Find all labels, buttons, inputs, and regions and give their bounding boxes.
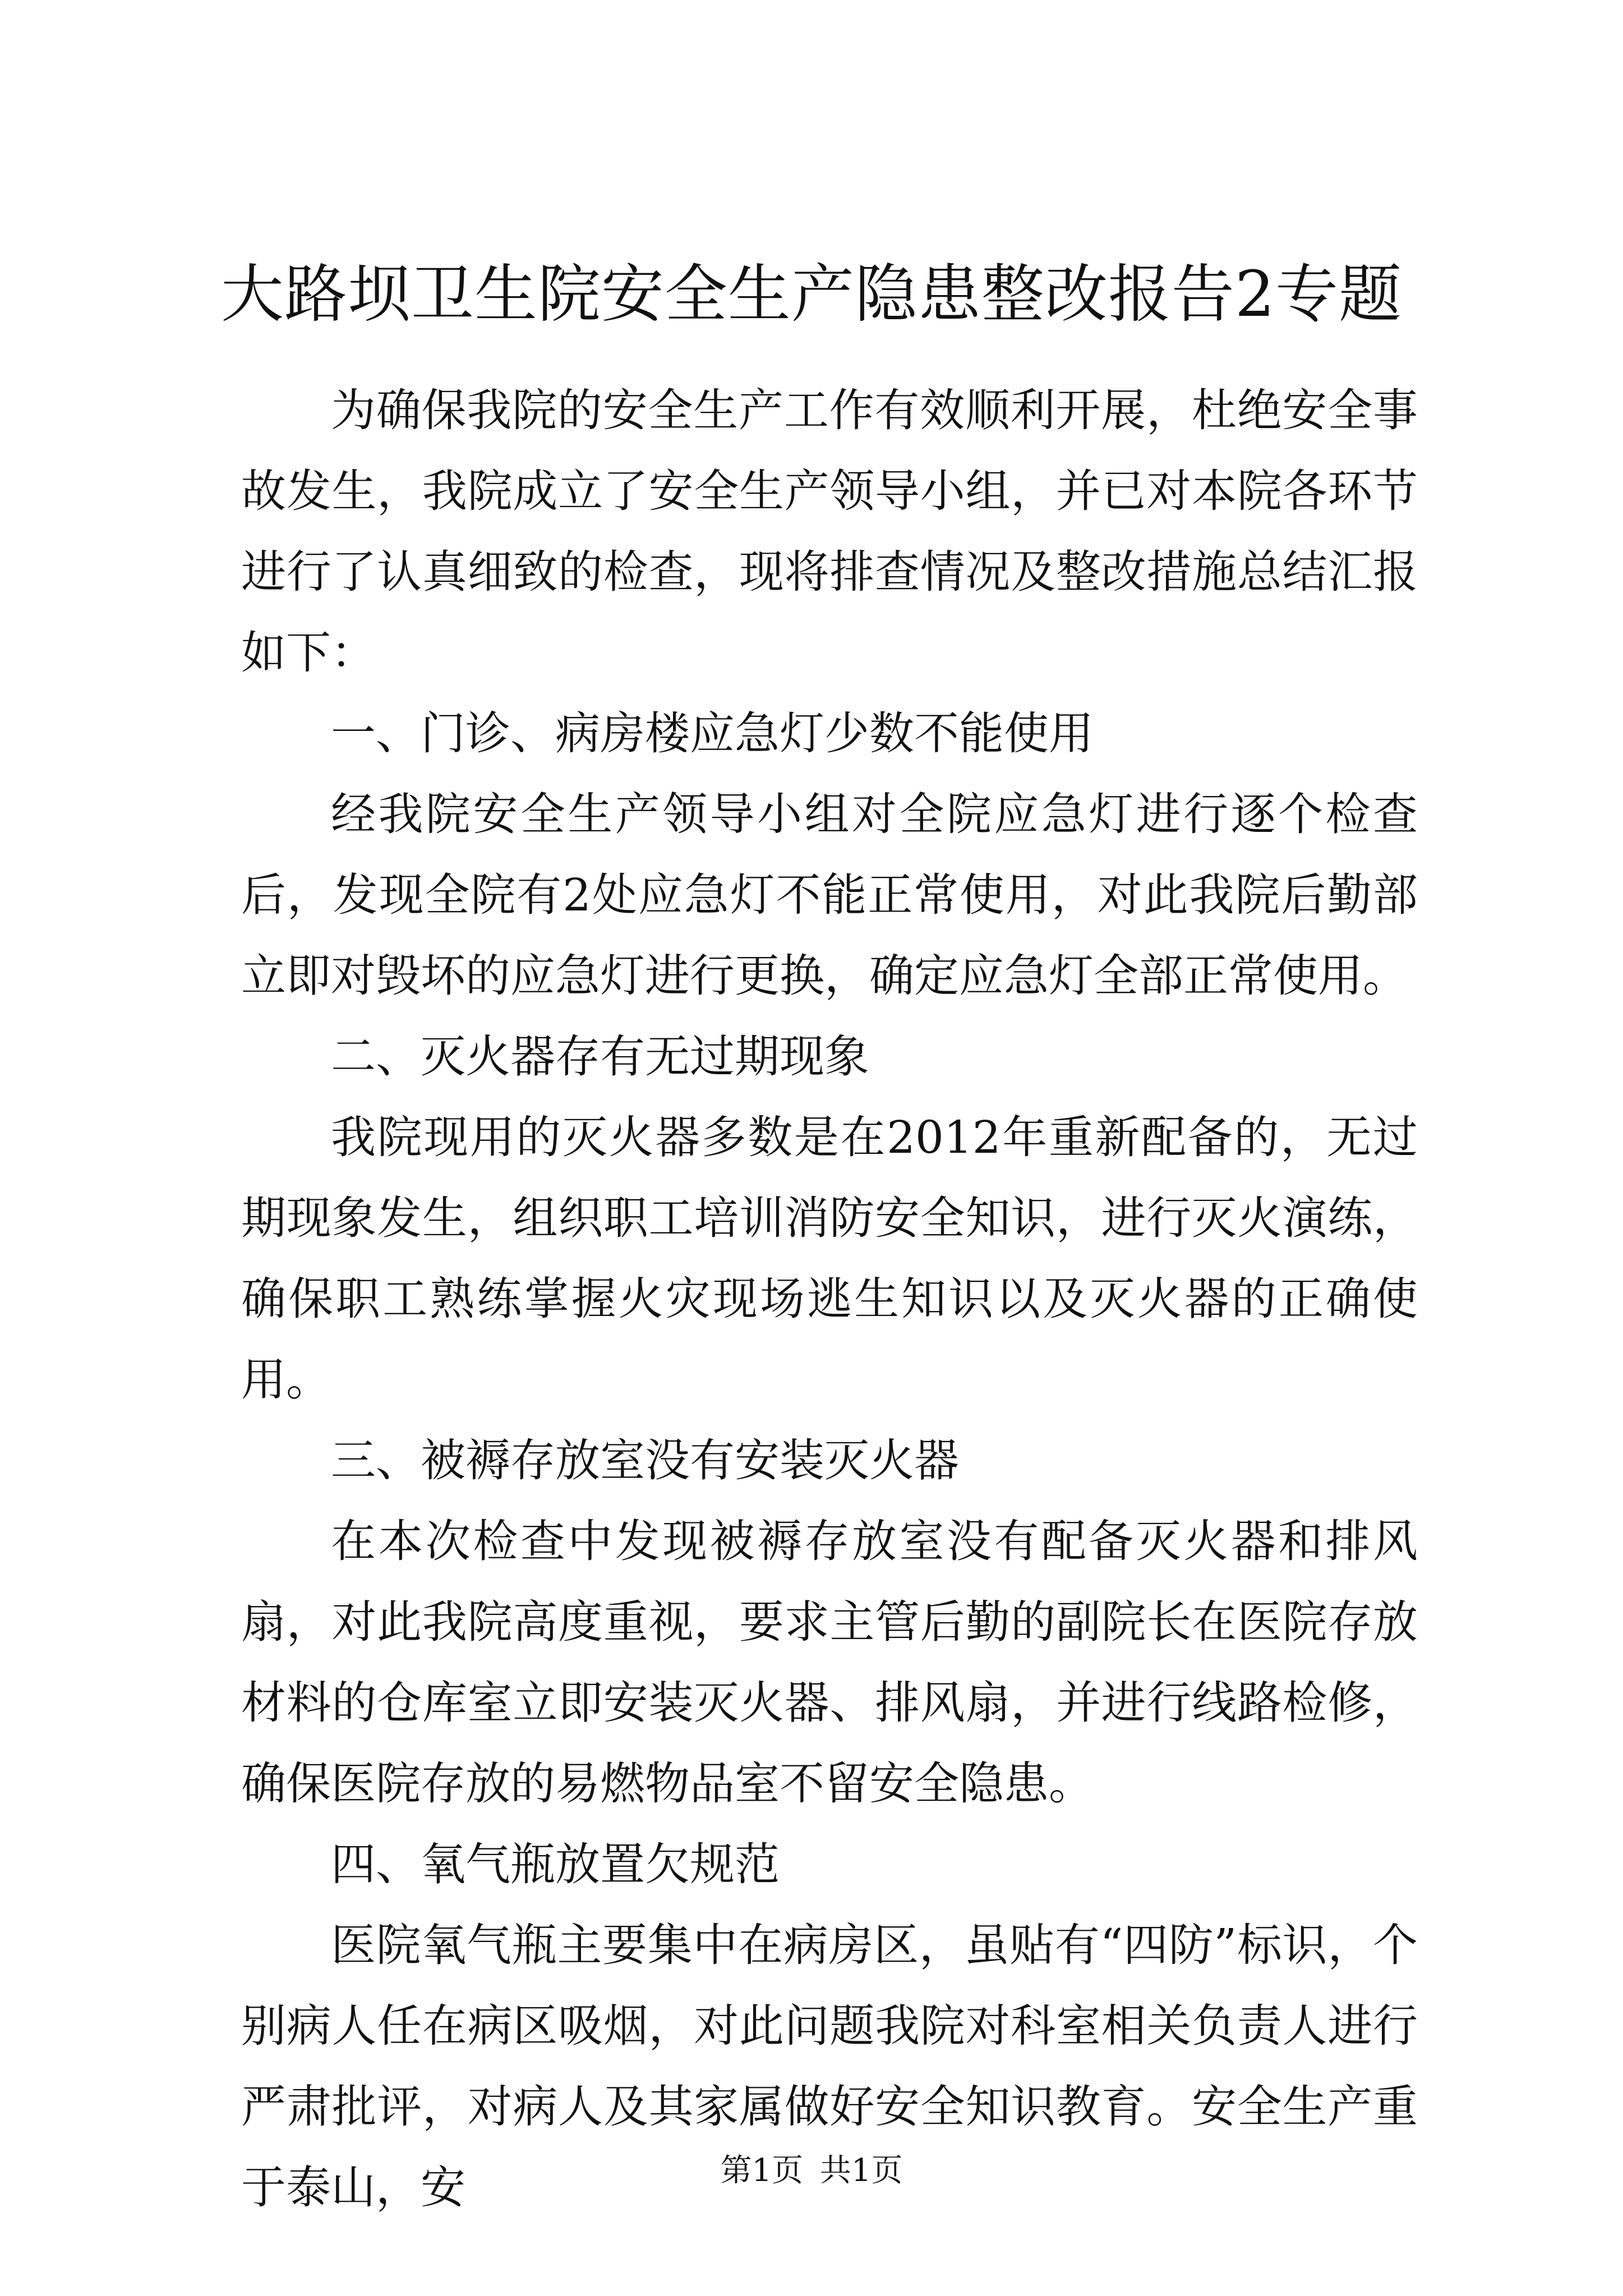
page-number: 第1页 [720, 2152, 804, 2189]
section-heading-1: 一、门诊、病房楼应急灯少数不能使用 [331, 707, 1094, 760]
paragraph-intro: 为确保我院的安全生产工作有效顺利开展，杜绝安全事故发生，我院成立了安全生产领导小组，并已对本院各环节进行了认真细致的检查，现将排查情况及整改措施总结汇报如下： [241, 384, 1418, 679]
section-heading-4: 四、氧气瓶放置欠规范 [331, 1838, 780, 1890]
document-body [241, 370, 1418, 2228]
paragraph-section-1: 经我院安全生产领导小组对全院应急灯进行逐个检查后，发现全院有2处应急灯不能正常使用，对此我院后勤部立即对毁坏的应急灯进行更换，确定应急灯全部正常使用。 [241, 788, 1418, 1002]
paragraph-section-2: 我院现用的灭火器多数是在2012年重新配备的，无过期现象发生，组织职工培训消防安全知识，进行灭火演练，确保职工熟练掌握火灾现场逃生知识以及灭火器的正确使用。 [241, 1111, 1418, 1406]
page-total: 共1页 [819, 2152, 903, 2189]
section-heading-3: 三、被褥存放室没有安装灭火器 [331, 1434, 959, 1487]
page-footer [0, 2151, 1623, 2191]
document-title: 大路坝卫生院安全生产隐患整改报告2专题 [220, 258, 1403, 331]
section-heading-2: 二、灭火器存有无过期现象 [331, 1030, 869, 1083]
paragraph-section-4: 医院氧气瓶主要集中在病房区，虽贴有“四防”标识，个别病人任在病区吸烟，对此问题我院对科室相关负责人进行严肃批评，对病人及其家属做好安全知识教育。安全生产重于泰山，安 [241, 1919, 1418, 2214]
paragraph-section-3: 在本次检查中发现被褥存放室没有配备灭火器和排风扇，对此我院高度重视，要求主管后勤的副院长在医院存放材料的仓库室立即安装灭火器、排风扇，并进行线路检修，确保医院存放的易燃物品室不留安全隐患。 [241, 1515, 1418, 1810]
